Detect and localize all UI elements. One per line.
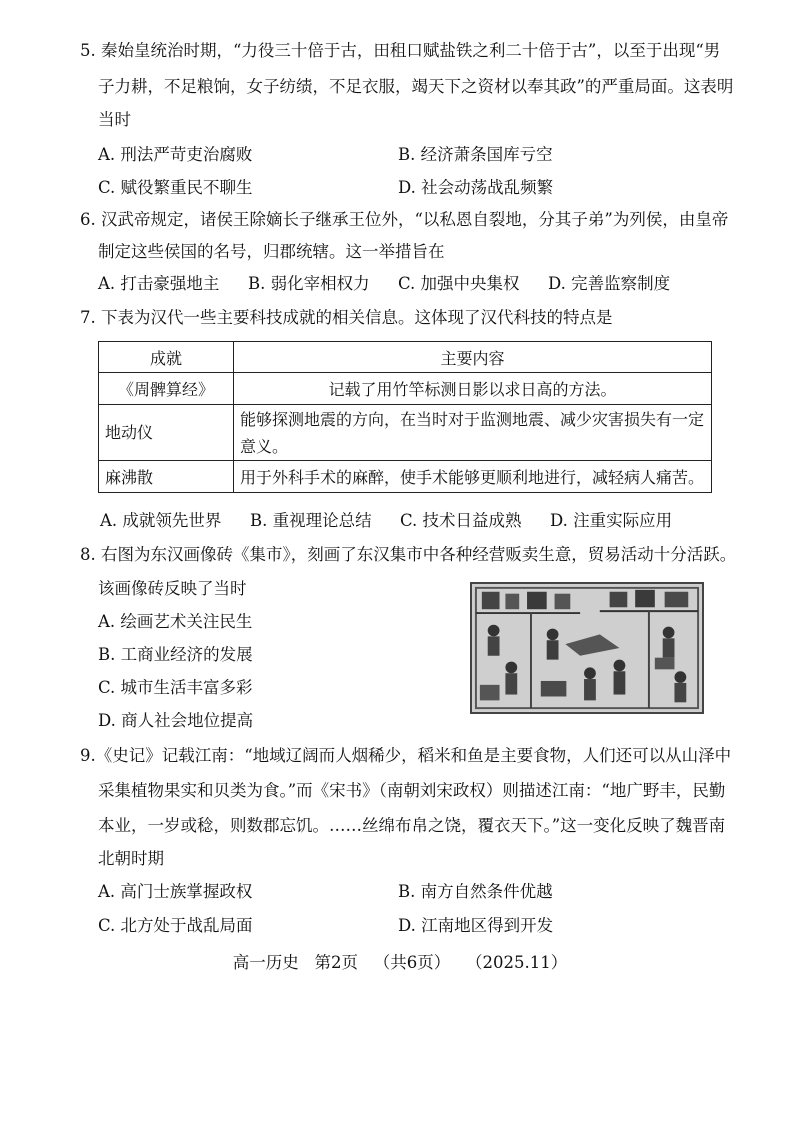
- table-cell-name: 《周髀算经》: [99, 373, 234, 405]
- q5-option-c: C. 赋役繁重民不聊生: [98, 178, 253, 197]
- q9-stem-line-2: 采集植物果实和贝类为食。”而《宋书》（南朝刘宋政权）则描述江南：“地广野丰，民勤: [98, 781, 726, 800]
- q7-stem: 7. 下表为汉代一些主要科技成就的相关信息。这体现了汉代科技的特点是: [80, 308, 613, 327]
- q6-option-d: D. 完善监察制度: [548, 274, 671, 293]
- q6-option-b: B. 弱化宰相权力: [248, 274, 370, 293]
- table-cell-content: 用于外科手术的麻醉，使手术能够更顺利地进行，减轻病人痛苦。: [234, 461, 712, 493]
- q8-option-c: C. 城市生活丰富多彩: [98, 678, 253, 697]
- q8-option-a: A. 绘画艺术关注民生: [98, 612, 253, 631]
- q5-option-d: D. 社会动荡战乱频繁: [398, 178, 554, 197]
- q8-option-d: D. 商人社会地位提高: [98, 711, 254, 730]
- q9-option-b: B. 南方自然条件优越: [398, 882, 553, 901]
- market-relief-brick-image: [470, 582, 704, 714]
- table-cell-content: 记载了用竹竿标测日影以求日高的方法。: [234, 373, 712, 405]
- q6-option-c: C. 加强中央集权: [398, 274, 520, 293]
- table-cell-content-line-1: 能够探测地震的方向，在当时对于监测地震、减少灾害损失有一定: [240, 409, 705, 429]
- table-row: [99, 461, 712, 493]
- table-cell-content-line-2: 意义。: [240, 436, 289, 456]
- q8-stem-line-1: 8. 右图为东汉画像砖《集市》，刻画了东汉集市中各种经营贩卖生意，贸易活动十分活跃。: [80, 545, 737, 564]
- q5-stem-line-2: 子力耕，不足粮饷，女子纺绩，不足衣服，竭天下之资材以奉其政”的严重局面。这表明: [98, 77, 734, 96]
- q9-stem-line-1: 9.《史记》记载江南：“地域辽阔而人烟稀少，稻米和鱼是主要食物，人们还可以从山泽中: [80, 746, 732, 765]
- table-header-row: [99, 342, 712, 373]
- q8-option-b: B. 工商业经济的发展: [98, 645, 253, 664]
- table-cell-content: [234, 405, 712, 461]
- q9-option-a: A. 高门士族掌握政权: [98, 882, 253, 901]
- tech-achievements-table: [98, 341, 712, 493]
- table-header-achievement: 成就: [99, 342, 234, 373]
- table-row: [99, 405, 712, 461]
- table-cell-name: 地动仪: [99, 405, 234, 461]
- table-cell-name: 麻沸散: [99, 461, 234, 493]
- q5-option-b: B. 经济萧条国库亏空: [398, 145, 553, 164]
- q5-stem-line-1: 5. 秦始皇统治时期，“力役三十倍于古，田租口赋盐铁之利二十倍于古”，以至于出现“男: [80, 41, 721, 60]
- page-footer: 高一历史 第2页 （共6页） （2025.11）: [232, 953, 568, 972]
- q9-stem-line-3: 本业，一岁或稔，则数郡忘饥。……丝绵布帛之饶，覆衣天下。”这一变化反映了魏晋南: [98, 816, 726, 835]
- q7-option-c: C. 技术日益成熟: [400, 511, 522, 530]
- table-row: [99, 373, 712, 405]
- q6-stem-line-1: 6. 汉武帝规定，诸侯王除嫡长子继承王位外，“以私恩自裂地，分其子弟”为列侯，由皇帝: [80, 210, 729, 229]
- q5-stem-line-3: 当时: [98, 110, 131, 129]
- q5-option-a: A. 刑法严苛吏治腐败: [98, 145, 253, 164]
- q7-option-b: B. 重视理论总结: [250, 511, 372, 530]
- q9-stem-line-4: 北朝时期: [98, 849, 164, 868]
- q7-option-a: A. 成就领先世界: [100, 511, 222, 530]
- table-header-content: 主要内容: [234, 342, 712, 373]
- q7-option-d: D. 注重实际应用: [550, 511, 673, 530]
- q9-option-c: C. 北方处于战乱局面: [98, 916, 253, 935]
- q8-stem-line-2: 该画像砖反映了当时: [98, 579, 247, 598]
- q6-stem-line-2: 制定这些侯国的名号，归郡统辖。这一举措旨在: [98, 242, 445, 261]
- q6-option-a: A. 打击豪强地主: [98, 274, 220, 293]
- q9-option-d: D. 江南地区得到开发: [398, 916, 554, 935]
